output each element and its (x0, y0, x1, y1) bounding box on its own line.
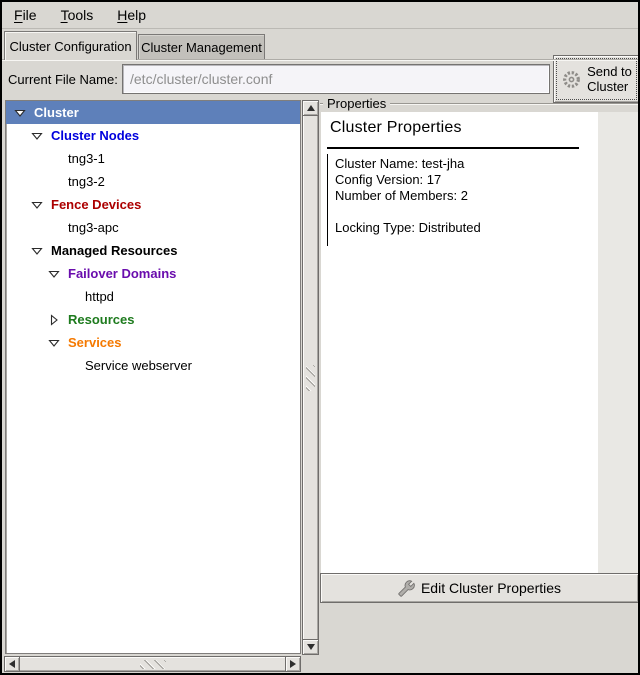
expander-open-icon[interactable] (31, 199, 43, 211)
menu-tools[interactable]: Tools (60, 7, 94, 23)
current-file-name-field[interactable]: /etc/cluster/cluster.conf (122, 64, 550, 94)
property-line (335, 204, 598, 220)
title-rule (327, 147, 579, 149)
scroll-down-button[interactable] (302, 639, 319, 655)
expander-spacer (48, 176, 60, 188)
expander-open-icon[interactable] (31, 245, 43, 257)
tree-item-managed-resources[interactable] (6, 239, 300, 262)
property-line: Cluster Name: test-jha (335, 156, 465, 171)
tree-item-services[interactable] (6, 331, 300, 354)
expander-open-icon[interactable] (14, 107, 26, 119)
menubar (2, 2, 638, 29)
left-arrow-icon (9, 660, 15, 668)
vertical-scrollbar-thumb[interactable] (302, 116, 319, 639)
tree-item-label: Cluster (34, 105, 79, 120)
expander-spacer (65, 291, 77, 303)
tree-item-label: httpd (85, 289, 114, 304)
edit-cluster-properties-button[interactable] (320, 573, 639, 603)
tree-item-failover-domains[interactable] (6, 262, 300, 285)
tree-item-tng3-2[interactable] (6, 170, 300, 193)
gear-icon (561, 69, 582, 90)
tab-cluster-management[interactable]: Cluster Management (138, 34, 265, 59)
menu-help[interactable]: Help (117, 7, 147, 23)
tree-item-label: Services (68, 335, 122, 350)
tree-item-tng3-apc[interactable] (6, 216, 300, 239)
send-button-line2: Cluster (587, 79, 629, 94)
expander-open-icon[interactable] (31, 130, 43, 142)
scrollbar-grip-icon (140, 660, 166, 669)
tree-item-label: Fence Devices (51, 197, 142, 212)
scroll-right-button[interactable] (285, 656, 301, 672)
menu-file[interactable]: File (14, 7, 37, 23)
tree-item-httpd[interactable] (6, 285, 300, 308)
tree-item-label: tng3-1 (68, 151, 105, 166)
send-to-cluster-button[interactable] (553, 55, 640, 103)
expander-open-icon[interactable] (48, 268, 60, 280)
tree-item-fence-devices[interactable] (6, 193, 300, 216)
properties-text-block (327, 154, 598, 246)
property-line: Number of Members: 2 (335, 188, 468, 203)
tree-vertical-scrollbar[interactable] (302, 100, 319, 655)
tree-item-label: tng3-2 (68, 174, 105, 189)
tree-horizontal-scrollbar[interactable] (4, 656, 301, 672)
right-arrow-icon (290, 660, 296, 668)
tree-item-service-webserver[interactable] (6, 354, 300, 377)
up-arrow-icon (307, 105, 315, 111)
expander-open-icon[interactable] (48, 337, 60, 349)
current-file-name-label: Current File Name: (8, 72, 118, 87)
tree-item-resources[interactable] (6, 308, 300, 331)
properties-frame-label: Properties (323, 96, 390, 111)
tab-bar (2, 30, 638, 59)
expander-spacer (65, 360, 77, 372)
down-arrow-icon (307, 644, 315, 650)
expander-collapsed-icon[interactable] (48, 314, 60, 326)
properties-panel (321, 112, 639, 573)
horizontal-scrollbar-thumb[interactable] (20, 656, 285, 672)
edit-button-label: Edit Cluster Properties (420, 580, 562, 596)
scroll-left-button[interactable] (4, 656, 20, 672)
properties-title: Cluster Properties (330, 119, 462, 136)
tree-item-cluster-nodes[interactable] (6, 124, 300, 147)
tree-item-label: Service webserver (85, 358, 192, 373)
tab-cluster-configuration[interactable]: Cluster Configuration (4, 31, 137, 60)
scrollbar-grip-icon (306, 365, 315, 391)
expander-spacer (48, 222, 60, 234)
scroll-up-button[interactable] (302, 100, 319, 116)
property-line: Config Version: 17 (335, 172, 442, 187)
cluster-tree (5, 100, 301, 654)
property-line: Locking Type: Distributed (335, 220, 481, 235)
tree-item-label: Resources (68, 312, 135, 327)
tree-item-label: tng3-apc (68, 220, 119, 235)
wrench-icon (398, 580, 415, 597)
properties-document (321, 112, 598, 573)
tree-item-cluster[interactable] (6, 101, 300, 124)
tree-item-label: Managed Resources (51, 243, 178, 258)
expander-spacer (48, 153, 60, 165)
send-button-line1: Send to (587, 64, 632, 79)
tree-item-label: Failover Domains (68, 266, 177, 281)
tree-item-tng3-1[interactable] (6, 147, 300, 170)
tree-item-label: Cluster Nodes (51, 128, 140, 143)
